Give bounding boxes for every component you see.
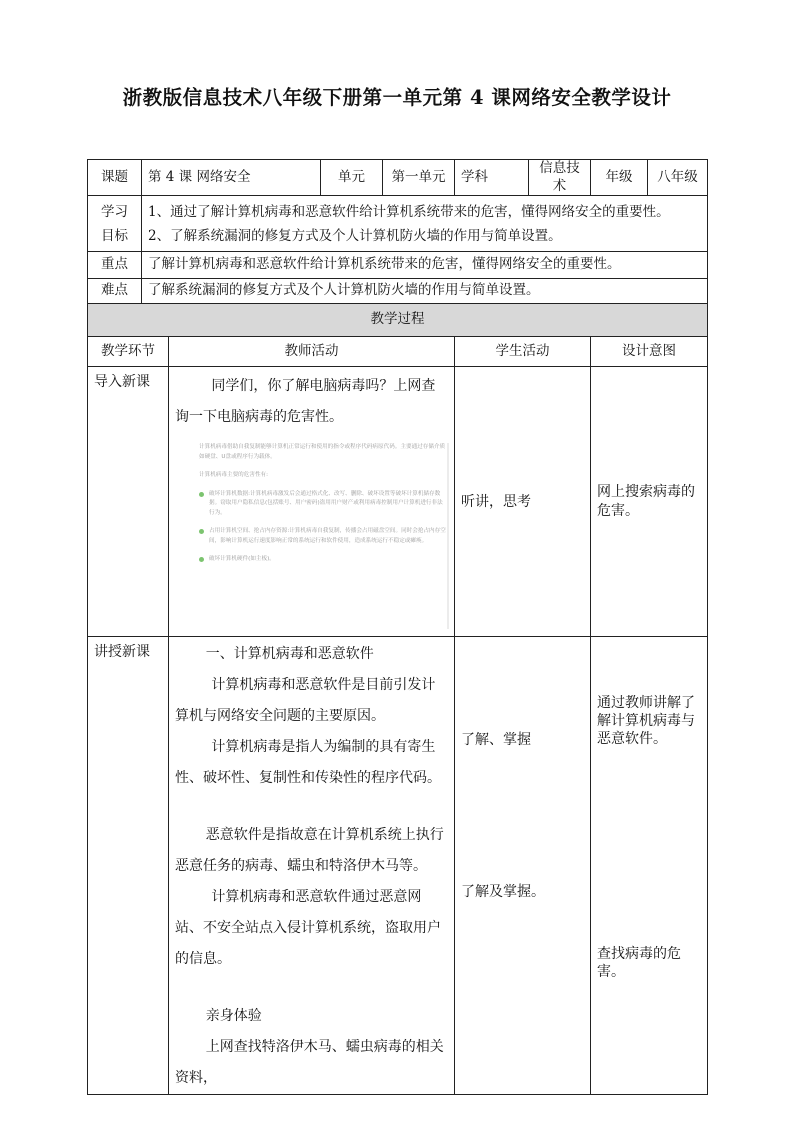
- sub-heading: 亲身体验: [205, 1008, 262, 1025]
- lesson-paragraph: 计算机病毒和恶意软件通过恶意网站、不安全站点入侵计算机系统，盗取用户的信息。: [175, 889, 441, 968]
- spacer: [597, 637, 701, 694]
- section-heading: 一、计算机病毒和恶意软件: [205, 646, 374, 663]
- screenshot-bullet: [199, 555, 447, 565]
- topic-label: 课题: [88, 160, 142, 196]
- document-title: 浙教版信息技术八年级下册第一单元第 4 课网络安全教学设计: [122, 86, 672, 109]
- spacer: [175, 794, 448, 820]
- intro-teacher-cell: [169, 367, 455, 637]
- screenshot-bullet-text: 占用计算机空间、抢占内存资源:计算机病毒自我复制，传播会占用磁盘空间。同时会抢占内存空间，影响计算机运行速度影响正常的系统运行和软件使用，造成系统运行不稳定或瘫痪。: [209, 528, 446, 544]
- header-row: [88, 160, 708, 196]
- screenshot-bullet-text: 破坏计算机数据:计算机病毒激发后会通过格式化、改写、删除、破坏设置等破坏计算机储存数据。窃取用户隐私信息(包括账号、用户密码)盗用用户财产或利用病毒控制用户计算机进行非法行为。: [209, 490, 443, 516]
- intro-stage: 导入新课: [88, 367, 169, 637]
- screenshot-bullet-text: 破坏计算机硬件(如主板)。: [209, 556, 275, 563]
- process-heading: 教学过程: [88, 304, 708, 337]
- column-teacher: 教师活动: [169, 337, 455, 367]
- subject-value: 信息技术: [529, 160, 591, 196]
- lesson-plan-table: [87, 159, 708, 1095]
- goals-label-line2: 目标: [101, 227, 128, 244]
- intro-row: [88, 367, 708, 637]
- spacer: [461, 637, 584, 731]
- grade-value: 八年级: [648, 160, 708, 196]
- subject-label: 学科: [455, 160, 529, 196]
- spacer: [597, 749, 701, 945]
- goal-item: 2、了解系统漏洞的修复方式及个人计算机防火墙的作用与简单设置。: [148, 227, 562, 244]
- bullet-dot-icon: [199, 492, 204, 497]
- goals-content: [142, 196, 708, 252]
- spacer: [175, 975, 448, 1001]
- newlesson-intent-2: 查找病毒的危害。: [597, 945, 681, 980]
- newlesson-student-cell: [455, 637, 591, 1095]
- screenshot-paragraph: 计算机病毒借助自我复制能够计算机正常运行和使用的指令或程序代码病原代码。主要通过存储介质如硬盘、U盘或程序行为载体。: [199, 444, 446, 460]
- key-point-label: 重点: [88, 252, 142, 279]
- process-heading-row: [88, 304, 708, 337]
- topic-value: 第 4 课 网络安全: [142, 160, 321, 196]
- grade-label: 年级: [591, 160, 648, 196]
- difficulty-row: [88, 279, 708, 304]
- newlesson-teacher-cell: [169, 637, 455, 1095]
- goals-label: [88, 196, 142, 252]
- newlesson-stage: 讲授新课: [88, 637, 169, 1095]
- difficulty-label: 难点: [88, 279, 142, 304]
- process-columns-row: [88, 337, 708, 367]
- bullet-dot-icon: [199, 529, 204, 534]
- lesson-paragraph: 上网查找特洛伊木马、蠕虫病毒的相关资料，: [175, 1039, 444, 1087]
- difficulty-text: 了解系统漏洞的修复方式及个人计算机防火墙的作用与简单设置。: [142, 279, 708, 304]
- intro-teacher-text: 同学们，你了解电脑病毒吗？上网查询一下电脑病毒的危害性。: [175, 378, 436, 426]
- newlesson-student-2: 了解及掌握。: [461, 884, 545, 901]
- column-intent: 设计意图: [591, 337, 708, 367]
- screenshot-paragraph: 计算机病毒主要的危害性有:: [199, 472, 269, 479]
- newlesson-student-1: 了解、掌握: [461, 732, 531, 749]
- screenshot-bullet: [199, 490, 447, 519]
- newlesson-row: [88, 637, 708, 1095]
- intro-intent: 网上搜索病毒的危害。: [591, 367, 708, 637]
- goals-label-line1: 学习: [101, 203, 128, 220]
- key-point-row: [88, 252, 708, 279]
- newlesson-intent-cell: [591, 637, 708, 1095]
- intro-student: 听讲，思考: [455, 367, 591, 637]
- lesson-paragraph: 计算机病毒是指人为编制的具有寄生性、破坏性、复制性和传染性的程序代码。: [175, 739, 441, 787]
- column-stage: 教学环节: [88, 337, 169, 367]
- screenshot-bullet: [199, 527, 447, 546]
- virus-info-screenshot: [199, 443, 449, 629]
- spacer: [461, 749, 584, 883]
- key-point-text: 了解计算机病毒和恶意软件给计算机系统带来的危害，懂得网络安全的重要性。: [142, 252, 708, 279]
- unit-label: 单元: [321, 160, 383, 196]
- lesson-paragraph: 恶意软件是指故意在计算机系统上执行恶意任务的病毒、蠕虫和特洛伊木马等。: [175, 827, 444, 875]
- column-student: 学生活动: [455, 337, 591, 367]
- goal-item: 1、通过了解计算机病毒和恶意软件给计算机系统带来的危害，懂得网络安全的重要性。: [148, 203, 670, 220]
- lesson-paragraph: 计算机病毒和恶意软件是目前引发计算机与网络安全问题的主要原因。: [175, 677, 436, 725]
- bullet-dot-icon: [199, 557, 204, 562]
- unit-value: 第一单元: [383, 160, 455, 196]
- newlesson-intent-1: 通过教师讲解了解计算机病毒与恶意软件。: [597, 695, 695, 748]
- goals-row: [88, 196, 708, 252]
